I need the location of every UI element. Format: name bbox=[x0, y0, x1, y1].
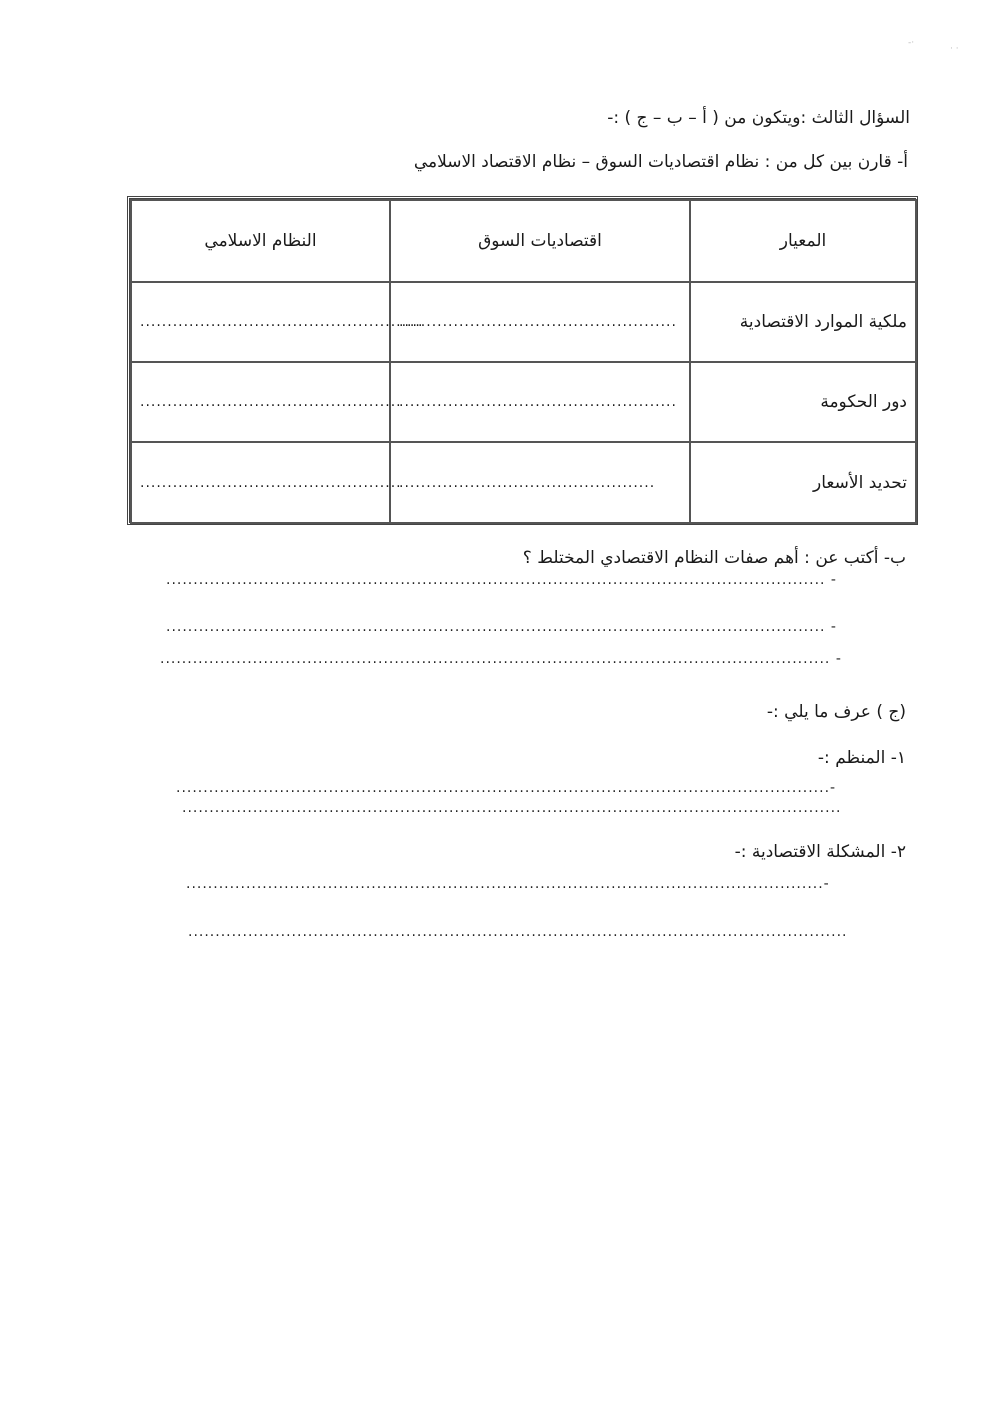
header-islamic: النظام الاسلامي bbox=[131, 200, 390, 282]
answer-cell-islamic[interactable]: ................................................ bbox=[131, 442, 390, 523]
header-criterion: المعيار bbox=[690, 200, 916, 282]
answer-cell-islamic[interactable]: .................................................... bbox=[131, 282, 390, 362]
part-b-prompt: ب- أكتب عن : أهم صفات النظام الاقتصادي المختلط ؟ bbox=[522, 548, 906, 568]
answer-line[interactable]: ......................................................................................................................... - bbox=[166, 619, 837, 635]
answer-cell-market[interactable]: ................................................... bbox=[390, 282, 690, 362]
answer-line[interactable]: ........................................................................................................................- bbox=[176, 780, 837, 796]
criterion-cell: تحديد الأسعار bbox=[690, 442, 916, 523]
answer-cell-market[interactable]: ................................................... bbox=[390, 362, 690, 442]
part-a-prompt: أ- قارن بين كل من : نظام اقتصاديات السوق – نظام الاقتصاد الاسلامي bbox=[413, 152, 908, 172]
table-header-row bbox=[131, 200, 916, 282]
criterion-cell: دور الحكومة bbox=[690, 362, 916, 442]
table-row bbox=[131, 362, 916, 442]
scan-artifact: · · bbox=[950, 44, 959, 54]
answer-line[interactable]: ......................................................................................................................... bbox=[182, 800, 842, 816]
answer-cell-market[interactable]: ............................................... bbox=[390, 442, 690, 523]
answer-line[interactable]: ........................................................................................................................... - bbox=[160, 651, 842, 667]
question-title: السؤال الثالث :ويتكون من ( أ – ب – ج ) :- bbox=[607, 108, 910, 128]
answer-cell-islamic[interactable]: ................................................ bbox=[131, 362, 390, 442]
answer-line[interactable]: ......................................................................................................................... - bbox=[166, 572, 837, 588]
comparison-table bbox=[127, 196, 918, 525]
item2-label: ٢- المشكلة الاقتصادية :- bbox=[734, 842, 906, 862]
table-row bbox=[131, 442, 916, 523]
header-market: اقتصاديات السوق bbox=[390, 200, 690, 282]
item1-label: ١- المنظم :- bbox=[817, 748, 906, 768]
part-c-prompt: (ج ) عرف ما يلي :- bbox=[766, 702, 906, 722]
criterion-cell: ملكية الموارد الاقتصادية bbox=[690, 282, 916, 362]
answer-line[interactable]: ......................................................................................................................... bbox=[188, 924, 848, 940]
answer-line[interactable]: .....................................................................................................................- bbox=[186, 876, 830, 892]
table-row bbox=[131, 282, 916, 362]
scan-artifact: -· bbox=[908, 38, 915, 48]
